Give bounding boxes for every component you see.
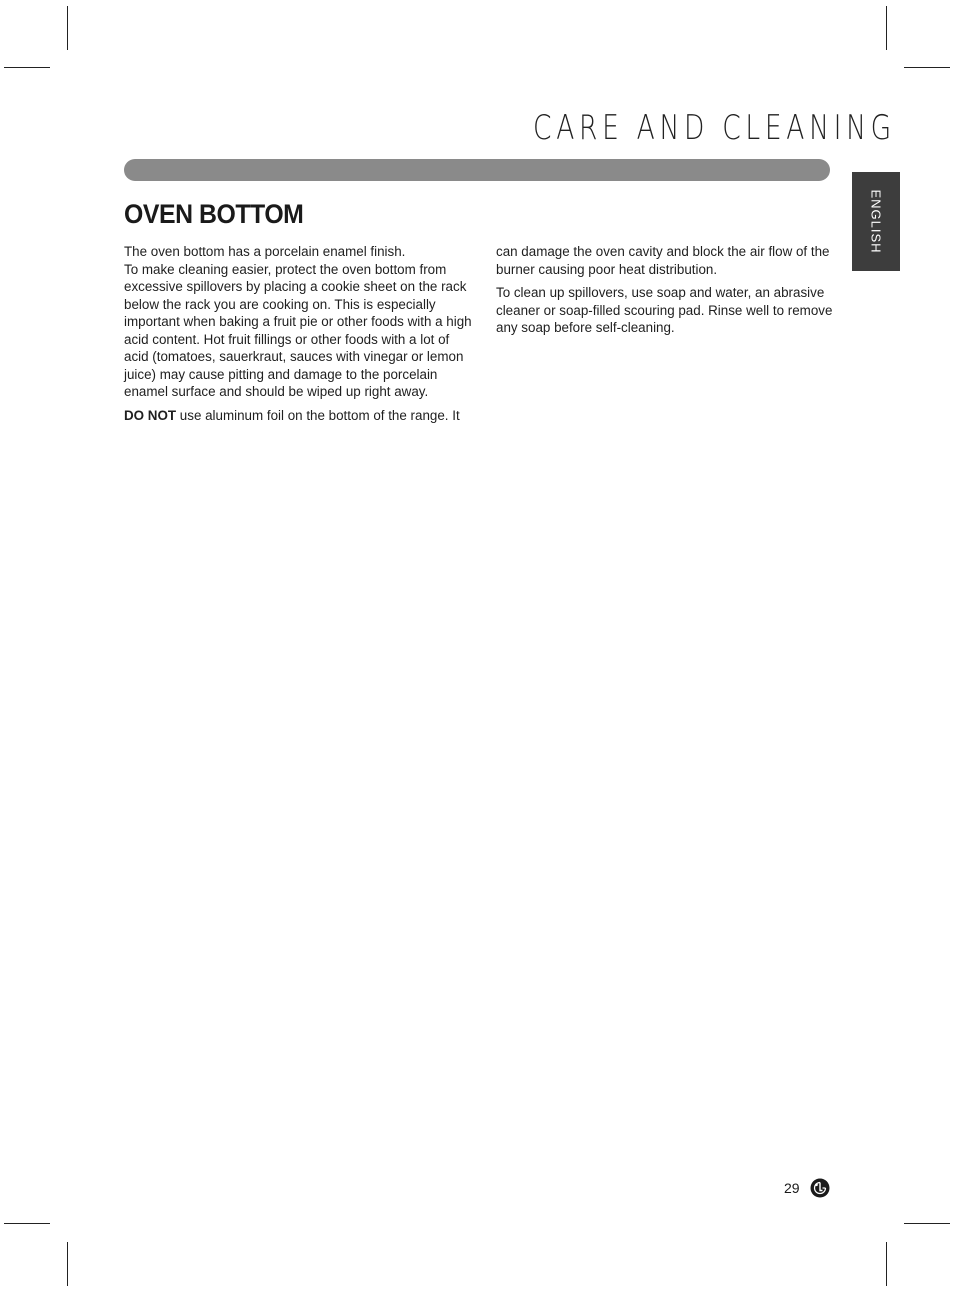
page-number: 29 [784,1180,800,1196]
section-title: CARE AND CLEANING [533,108,896,148]
crop-mark [67,6,68,50]
paragraph: can damage the oven cavity and block the air flow of the burner causing poor heat distribution. [496,244,830,277]
crop-mark [904,1223,950,1224]
paragraph [124,243,476,401]
paragraph: To clean up spillovers, use soap and water, an abrasive cleaner or soap-filled scouring pad. Rinse well to remove any soap before self-cleaning. [496,285,833,335]
left-column [124,243,476,430]
warning-label: DO NOT [124,407,177,423]
crop-mark [4,1223,50,1224]
lg-logo-icon [810,1178,830,1198]
title-bar [124,159,830,181]
crop-mark [67,1242,68,1286]
crop-mark [886,6,887,50]
language-tab [852,172,900,271]
paragraph-line: The oven bottom has a porcelain enamel finish. [124,244,406,259]
crop-mark [886,1242,887,1286]
paragraph-text: use aluminum foil on the bottom of the range. It [176,407,460,423]
crop-mark [4,67,50,68]
crop-mark [904,67,950,68]
right-column [496,243,836,343]
paragraph-line: To make cleaning easier, protect the oven bottom from excessive spillovers by placing a cookie sheet on the rack below the rack you are cooking on. This is especially important when baking a fruit pie or other foods with a high acid content. Hot fruit fillings or other foods with a lot of acid (tomatoes, sauerkraut, sauces with vinegar or lemon juice) may cause pitting and damage to the porcelain enamel surface and should be wiped up right away. [124,261,472,399]
page-heading: OVEN BOTTOM [124,199,304,229]
language-tab-label: ENGLISH [868,189,884,254]
paragraph [124,407,476,425]
